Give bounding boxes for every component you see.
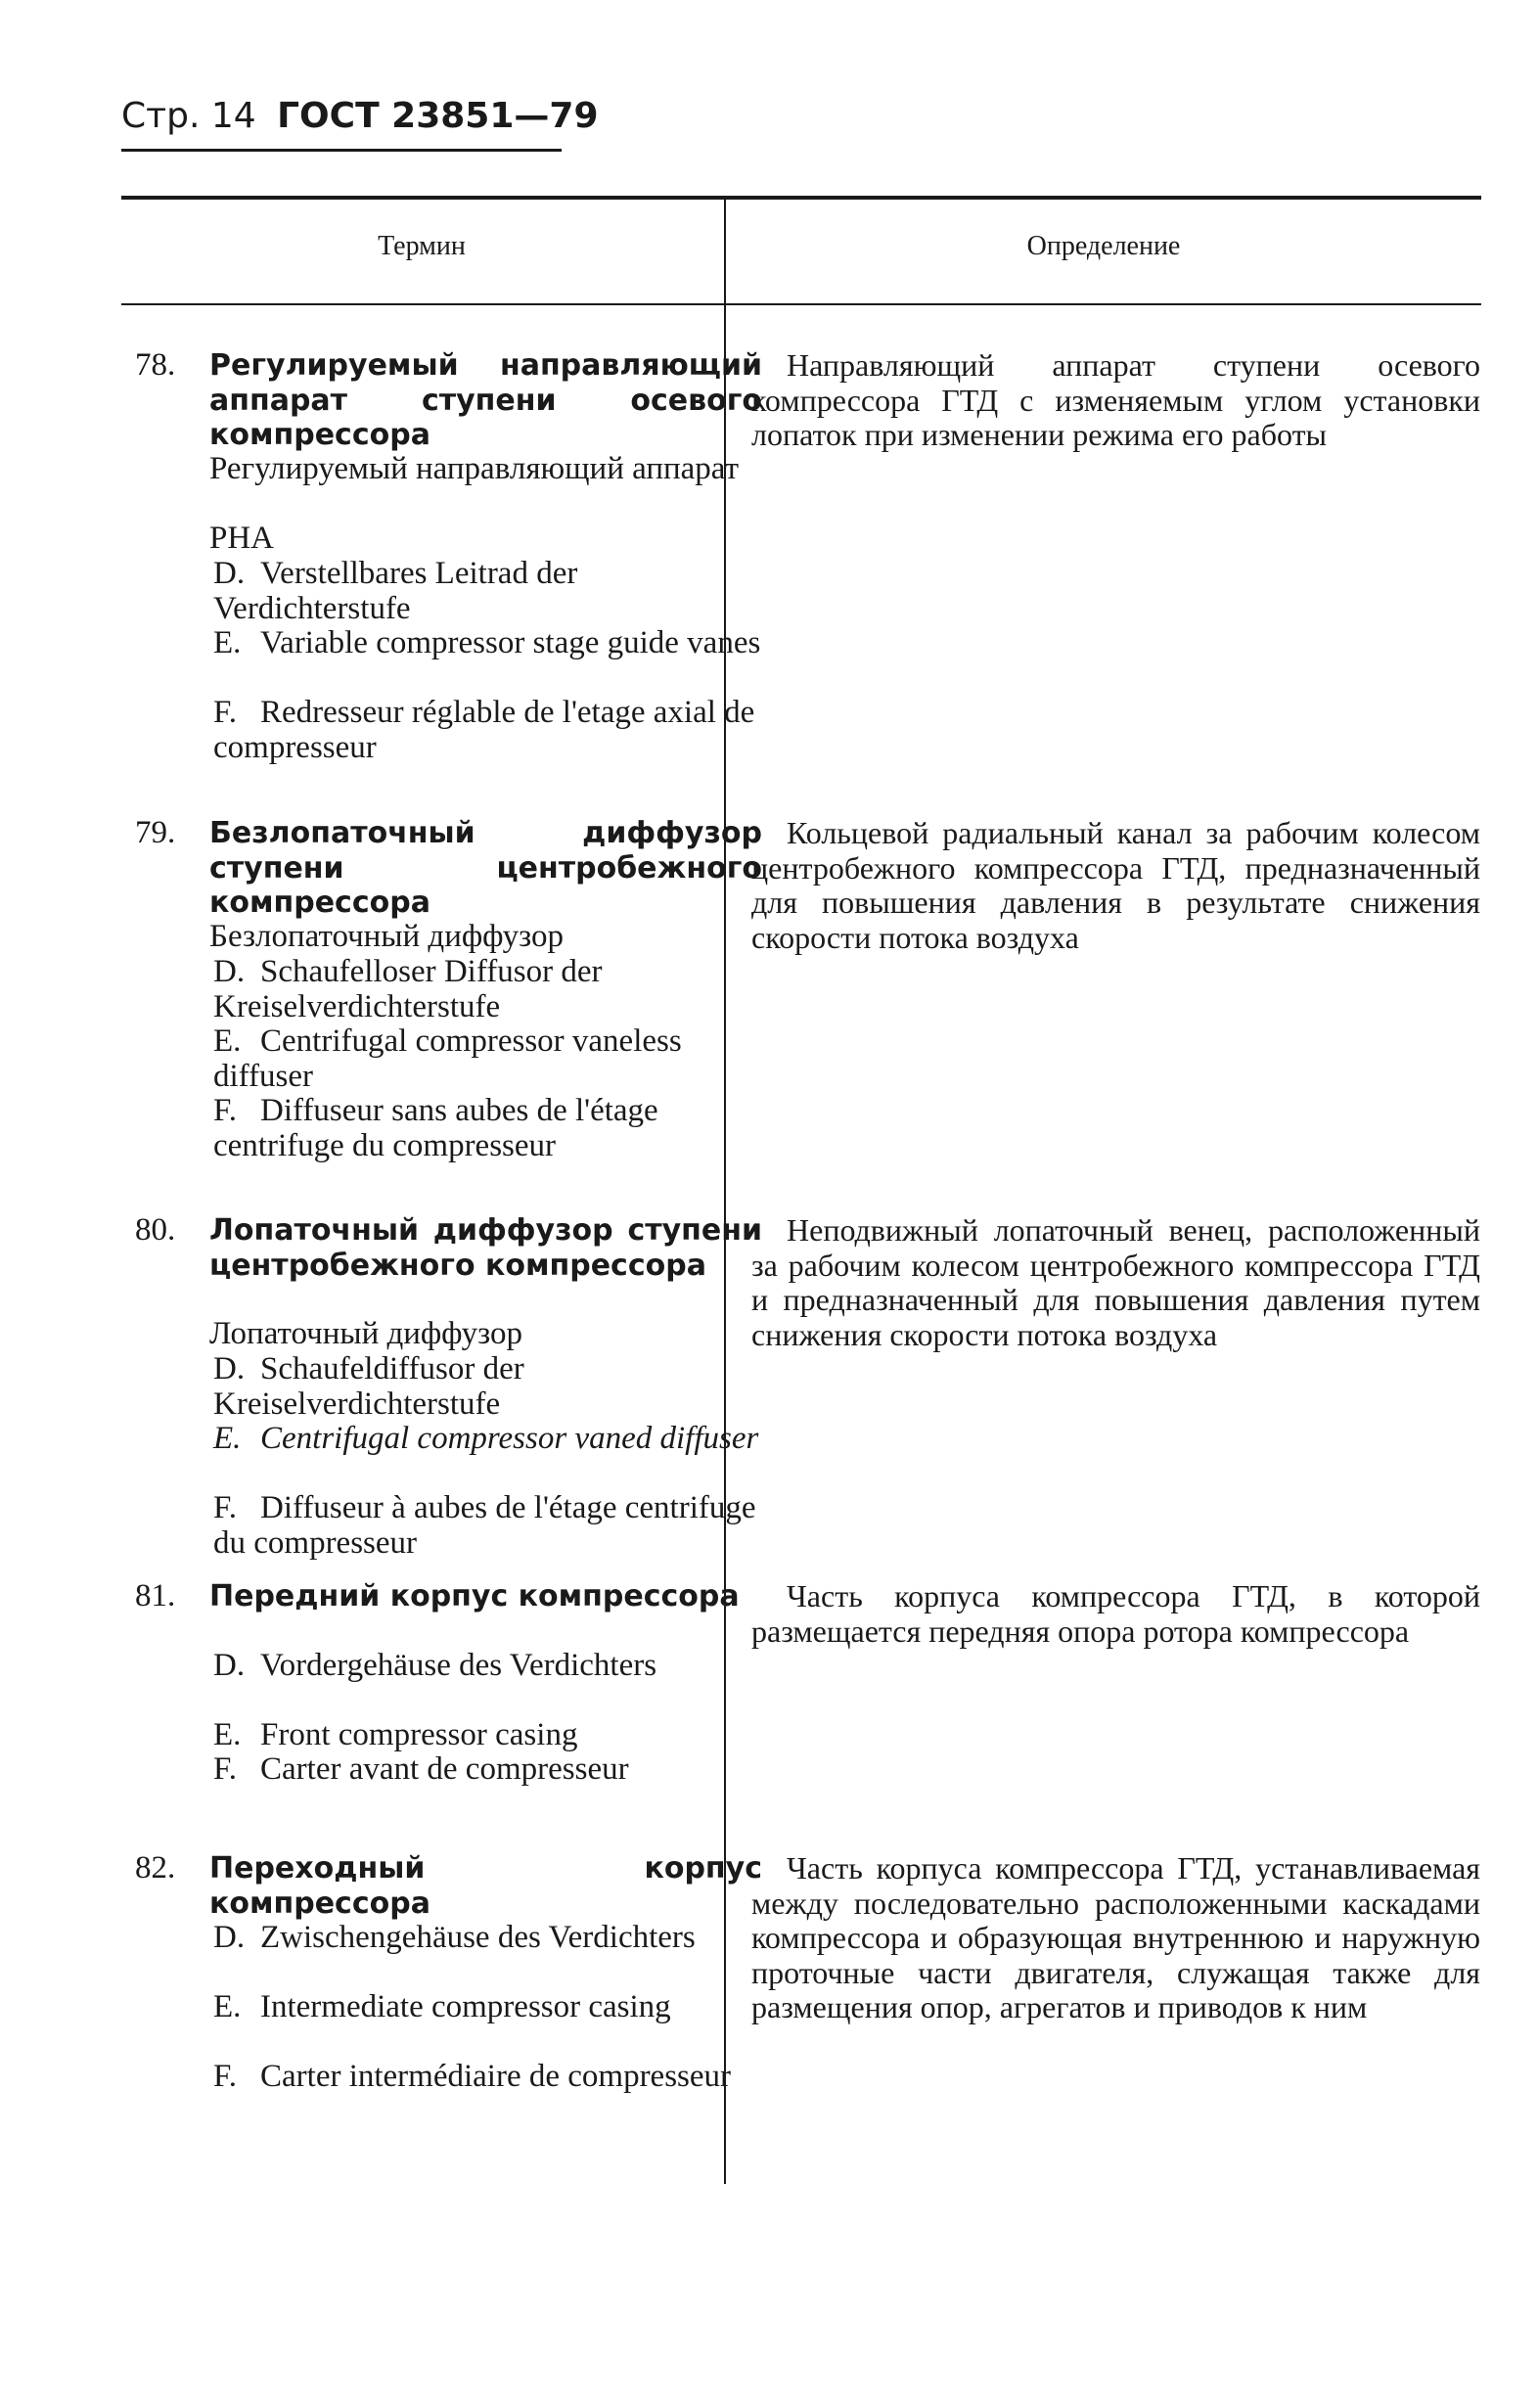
- synonym: РНА: [209, 521, 275, 556]
- header-underline: [121, 149, 562, 152]
- foreign-term-de: D. Zwischengehäuse des Verdichters: [213, 1920, 696, 1955]
- definition-82: Часть корпуса компрессора ГТД, устанавливаемая между последовательно расположенными каскадами компрессора и образующая внутреннюю и наружную проточные части двигателя, служащая также для размещения опор, агрегатов и приводов к ним: [751, 1850, 1480, 2024]
- foreign-term-en: E. Front compressor casing: [213, 1717, 578, 1752]
- term-entry-80: [135, 1213, 771, 1575]
- synonym: Регулируемый направляющий аппарат: [209, 451, 740, 486]
- table-head-rule: [121, 303, 1481, 305]
- foreign-term-en: E. Centrifugal compressor vaneless diffuser: [213, 1023, 682, 1094]
- foreign-term-fr: F. Redresseur réglable de l'etage axial de compresseur: [213, 695, 755, 765]
- definition-80: Неподвижный лопаточный венец, расположенный за рабочим колесом центробежного компрессора ГТД и предназначенный для повышения давления путем снижения скорости потока воздуха: [751, 1212, 1480, 1352]
- synonym: Лопаточный диффузор: [209, 1316, 523, 1351]
- page-label: Стр. 14: [121, 96, 256, 136]
- foreign-term-en: E. Intermediate compressor casing: [213, 1989, 671, 2024]
- foreign-term-de: D. Vordergehäuse des Verdichters: [213, 1648, 657, 1683]
- column-header-term: Термин: [378, 231, 466, 261]
- term-title: Лопаточный диффузор ступени центробежного компрессора: [209, 1213, 762, 1283]
- term-entry-82: [135, 1851, 771, 2145]
- term-title: Регулируемый направляющий аппарат ступени осевого компрессора: [209, 348, 762, 452]
- term-entry-79: [135, 816, 771, 1198]
- definition-78: Направляющий аппарат ступени осевого компрессора ГТД с изменяемым углом установки лопаток при изменении режима его работы: [751, 347, 1480, 452]
- entry-number: 82.: [135, 1850, 176, 1886]
- term-title: Безлопаточный диффузор ступени центробежного компрессора: [209, 816, 762, 920]
- foreign-term-fr: F. Diffuseur sans aubes de l'étage centrifuge du compresseur: [213, 1093, 658, 1163]
- foreign-term-en: E. Variable compressor stage guide vanes: [213, 625, 761, 660]
- foreign-term-de: D. Schaufeldiffusor der Kreiselverdichterstufe: [213, 1351, 524, 1422]
- entry-number: 78.: [135, 347, 176, 383]
- table-top-rule: [121, 196, 1481, 200]
- definition-79: Кольцевой радиальный канал за рабочим колесом центробежного компрессора ГТД, предназначенный для повышения давления в результате снижения скорости потока воздуха: [751, 815, 1480, 955]
- term-entry-81: [135, 1579, 771, 1834]
- term-title: Переходный корпус компрессора: [209, 1851, 762, 1921]
- term-title: Передний корпус компрессора: [209, 1579, 740, 1613]
- definition-81: Часть корпуса компрессора ГТД, в которой размещается передняя опора ротора компрессора: [751, 1578, 1480, 1649]
- page-header: [121, 96, 599, 136]
- foreign-term-fr: F. Carter intermédiaire de compresseur: [213, 2059, 732, 2094]
- column-header-definition: Определение: [1026, 231, 1181, 261]
- entry-number: 81.: [135, 1578, 176, 1613]
- foreign-term-de: D. Verstellbares Leitrad der Verdichterstufe: [213, 556, 578, 626]
- foreign-term-de: D. Schaufelloser Diffusor der Kreiselverdichterstufe: [213, 954, 603, 1024]
- entry-number: 80.: [135, 1212, 176, 1248]
- synonym: Безлопаточный диффузор: [209, 919, 564, 954]
- standard-title: ГОСТ 23851—79: [277, 96, 599, 136]
- foreign-term-fr: F. Diffuseur à aubes de l'étage centrifuge du compresseur: [213, 1490, 756, 1561]
- entry-number: 79.: [135, 815, 176, 850]
- foreign-term-fr: F. Carter avant de compresseur: [213, 1751, 629, 1787]
- term-entry-78: [135, 348, 771, 798]
- foreign-term-en: E. Centrifugal compressor vaned diffuser: [213, 1421, 759, 1456]
